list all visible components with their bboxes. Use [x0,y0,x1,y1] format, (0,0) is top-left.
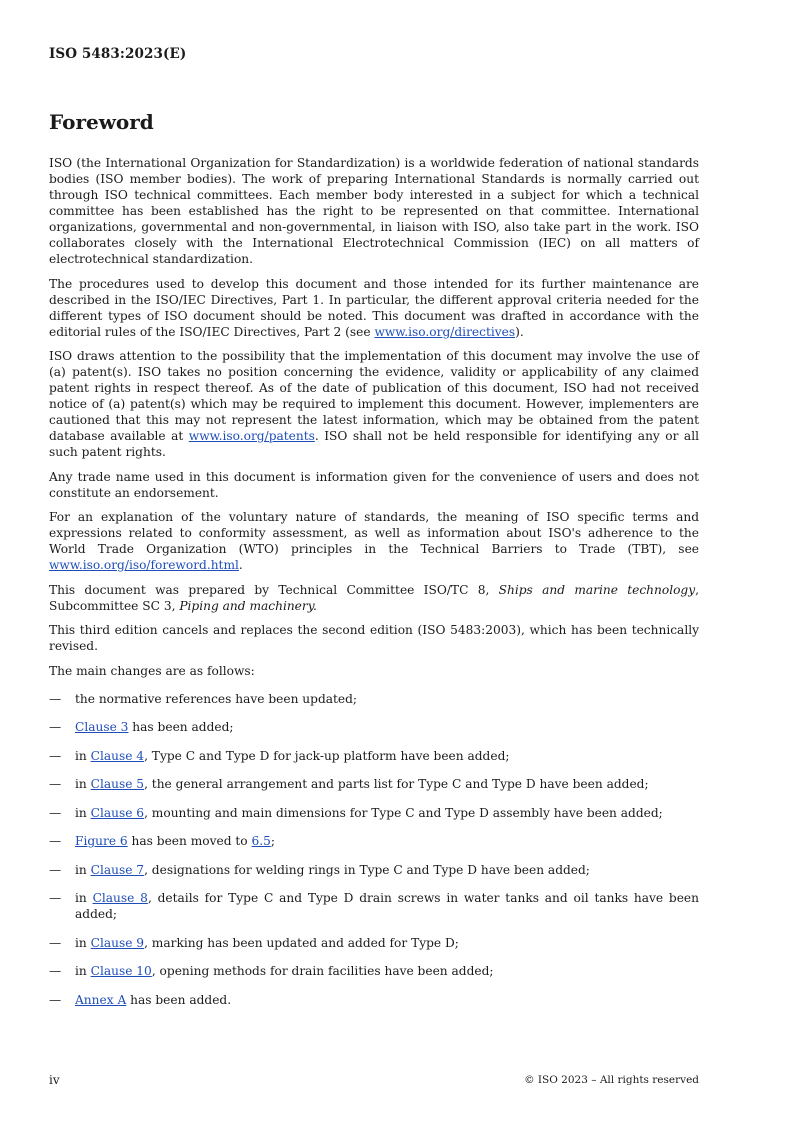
paragraph-iso-intro [49,155,699,267]
list-item-text: , opening methods for drain facilities have been added; [151,964,494,978]
list-item [49,992,699,1008]
paragraph-text: . [238,558,243,572]
list-item [49,862,699,878]
dash-bullet: — [49,805,62,820]
dash-bullet: — [49,862,62,877]
paragraph-text: ). [515,324,524,339]
list-item-text: , mounting and main dimensions for Type C and Type D assembly have been added; [144,805,663,820]
list-item-text: has been added. [126,992,232,1007]
list-item-text: , details for Type C and Type D drain screws in water tanks and oil tanks have been added; [75,891,699,921]
list-item-text: has been moved to [127,834,252,848]
list-item-text: , the general arrangement and parts list for Type C and Type D have been added; [144,777,649,791]
foreword-body [49,155,699,1020]
list-item [49,963,699,979]
clause-9-link[interactable]: Clause 9 [90,935,145,950]
document-page [49,0,699,1122]
list-item [49,719,699,735]
paragraph-text: For an explanation of the voluntary nature of standards, the meaning of ISO specific terms and expressions related to conformity assessment, as well as information about ISO's adherence to the World Trade Organization (WTO) principles in the Technical Barriers to Trade (TBT), see [49,510,699,556]
list-item-text: in [75,805,91,820]
clause-3-link[interactable]: Clause 3 [75,720,129,734]
paragraph-patents [49,348,699,460]
list-item-text: , Type C and Type D for jack-up platform have been added; [144,748,510,763]
list-item-text: in [75,748,91,763]
list-item-text: has been added; [128,720,234,734]
list-item [49,691,699,707]
list-item-text: in [75,964,91,978]
dash-bullet: — [49,834,62,848]
clause-7-link[interactable]: Clause 7 [90,862,145,877]
paragraph-text: The main changes are as follows: [49,663,255,678]
list-item [49,833,699,849]
paragraph-text: ISO (the International Organization for Standardization) is a worldwide federation of national standards bodies (ISO member bodies). The work of preparing International Standards is normally carried out through ISO technical committees. Each member body interested in a subject for which a technical committee has been established has the right to be represented on that committee. International organizations, governmental and non-governmental, in liaison with ISO, also take part in the work. ISO collaborates closely with the International Electrotechnical Commission (IEC) on all matters of electrotechnical standardization. [49,156,699,266]
document-identifier: ISO 5483:2023(E) [49,46,187,62]
subclause-6-5-link[interactable]: 6.5 [251,834,271,848]
clause-4-link[interactable]: Clause 4 [90,748,145,763]
copyright-notice: © ISO 2023 – All rights reserved [524,1074,699,1086]
dash-bullet: — [49,720,62,734]
list-item-text: in [75,935,91,950]
paragraph-committee [49,582,699,614]
dash-bullet: — [49,891,62,905]
list-item-text: in [75,891,93,905]
list-item-text: ; [270,834,276,848]
list-item [49,805,699,821]
clause-5-link[interactable]: Clause 5 [90,777,145,791]
paragraph-text: Any trade name used in this document is information given for the convenience of users and does not constitute an endorsement. [49,469,699,500]
patents-link[interactable]: www.iso.org/patents [188,429,315,443]
dash-bullet: — [49,748,62,763]
paragraph-edition [49,622,699,654]
page-title: Foreword [49,110,154,134]
list-item [49,890,699,922]
paragraph-text: This document was prepared by Technical Committee ISO/TC 8, [49,582,499,597]
list-item [49,748,699,764]
committee-name: Ships and marine technology [498,582,696,597]
paragraph-changes-intro [49,663,699,679]
clause-10-link[interactable]: Clause 10 [90,964,152,978]
list-item-text: , marking has been updated and added for Type D; [144,935,459,950]
dash-bullet: — [49,992,62,1007]
page-number: iv [49,1073,60,1087]
annex-a-link[interactable]: Annex A [75,992,127,1007]
dash-bullet: — [49,935,62,950]
paragraph-text: , Subcommittee SC 3, [49,582,699,613]
list-item [49,935,699,951]
clause-8-link[interactable]: Clause 8 [92,891,148,905]
dash-bullet: — [49,964,62,978]
paragraph-text: The procedures used to develop this document and those intended for its further maintenance are described in the ISO/IEC Directives, Part 1. In particular, the different approval criteria needed for the different types of ISO document should be noted. This document was drafted in accordance with the editorial rules of the ISO/IEC Directives, Part 2 (see [49,276,699,339]
paragraph-procedures [49,276,699,340]
list-item [49,776,699,792]
dash-bullet: — [49,691,62,706]
paragraph-voluntary-nature [49,509,699,573]
list-item-text: , designations for welding rings in Type C and Type D have been added; [144,862,590,877]
list-item-text: in [75,862,91,877]
directives-link[interactable]: www.iso.org/directives [374,324,516,339]
changes-list [49,691,699,1008]
subcommittee-name: Piping and machinery. [179,598,317,613]
paragraph-text: . ISO shall not be held responsible for identifying any or all such patent rights. [49,429,699,459]
paragraph-text: ISO draws attention to the possibility that the implementation of this document may involve the use of (a) patent(s). ISO takes no position concerning the evidence, validity or applicability of any claimed patent rights in respect thereof. As of the date of publication of this document, ISO had not received notice of (a) patent(s) which may be required to implement this document. However, implementers are cautioned that this may not represent the latest information, which may be obtained from the patent database available at [49,349,699,443]
list-item-text: in [75,777,91,791]
dash-bullet: — [49,777,62,791]
paragraph-text: This third edition cancels and replaces the second edition (ISO 5483:2003), which has been technically revised. [49,623,699,653]
paragraph-trade-name [49,469,699,501]
figure-6-link[interactable]: Figure 6 [75,834,128,848]
clause-6-link[interactable]: Clause 6 [90,805,145,820]
foreword-link[interactable]: www.iso.org/iso/foreword.html [49,558,239,572]
list-item-text: the normative references have been updated; [75,691,358,706]
